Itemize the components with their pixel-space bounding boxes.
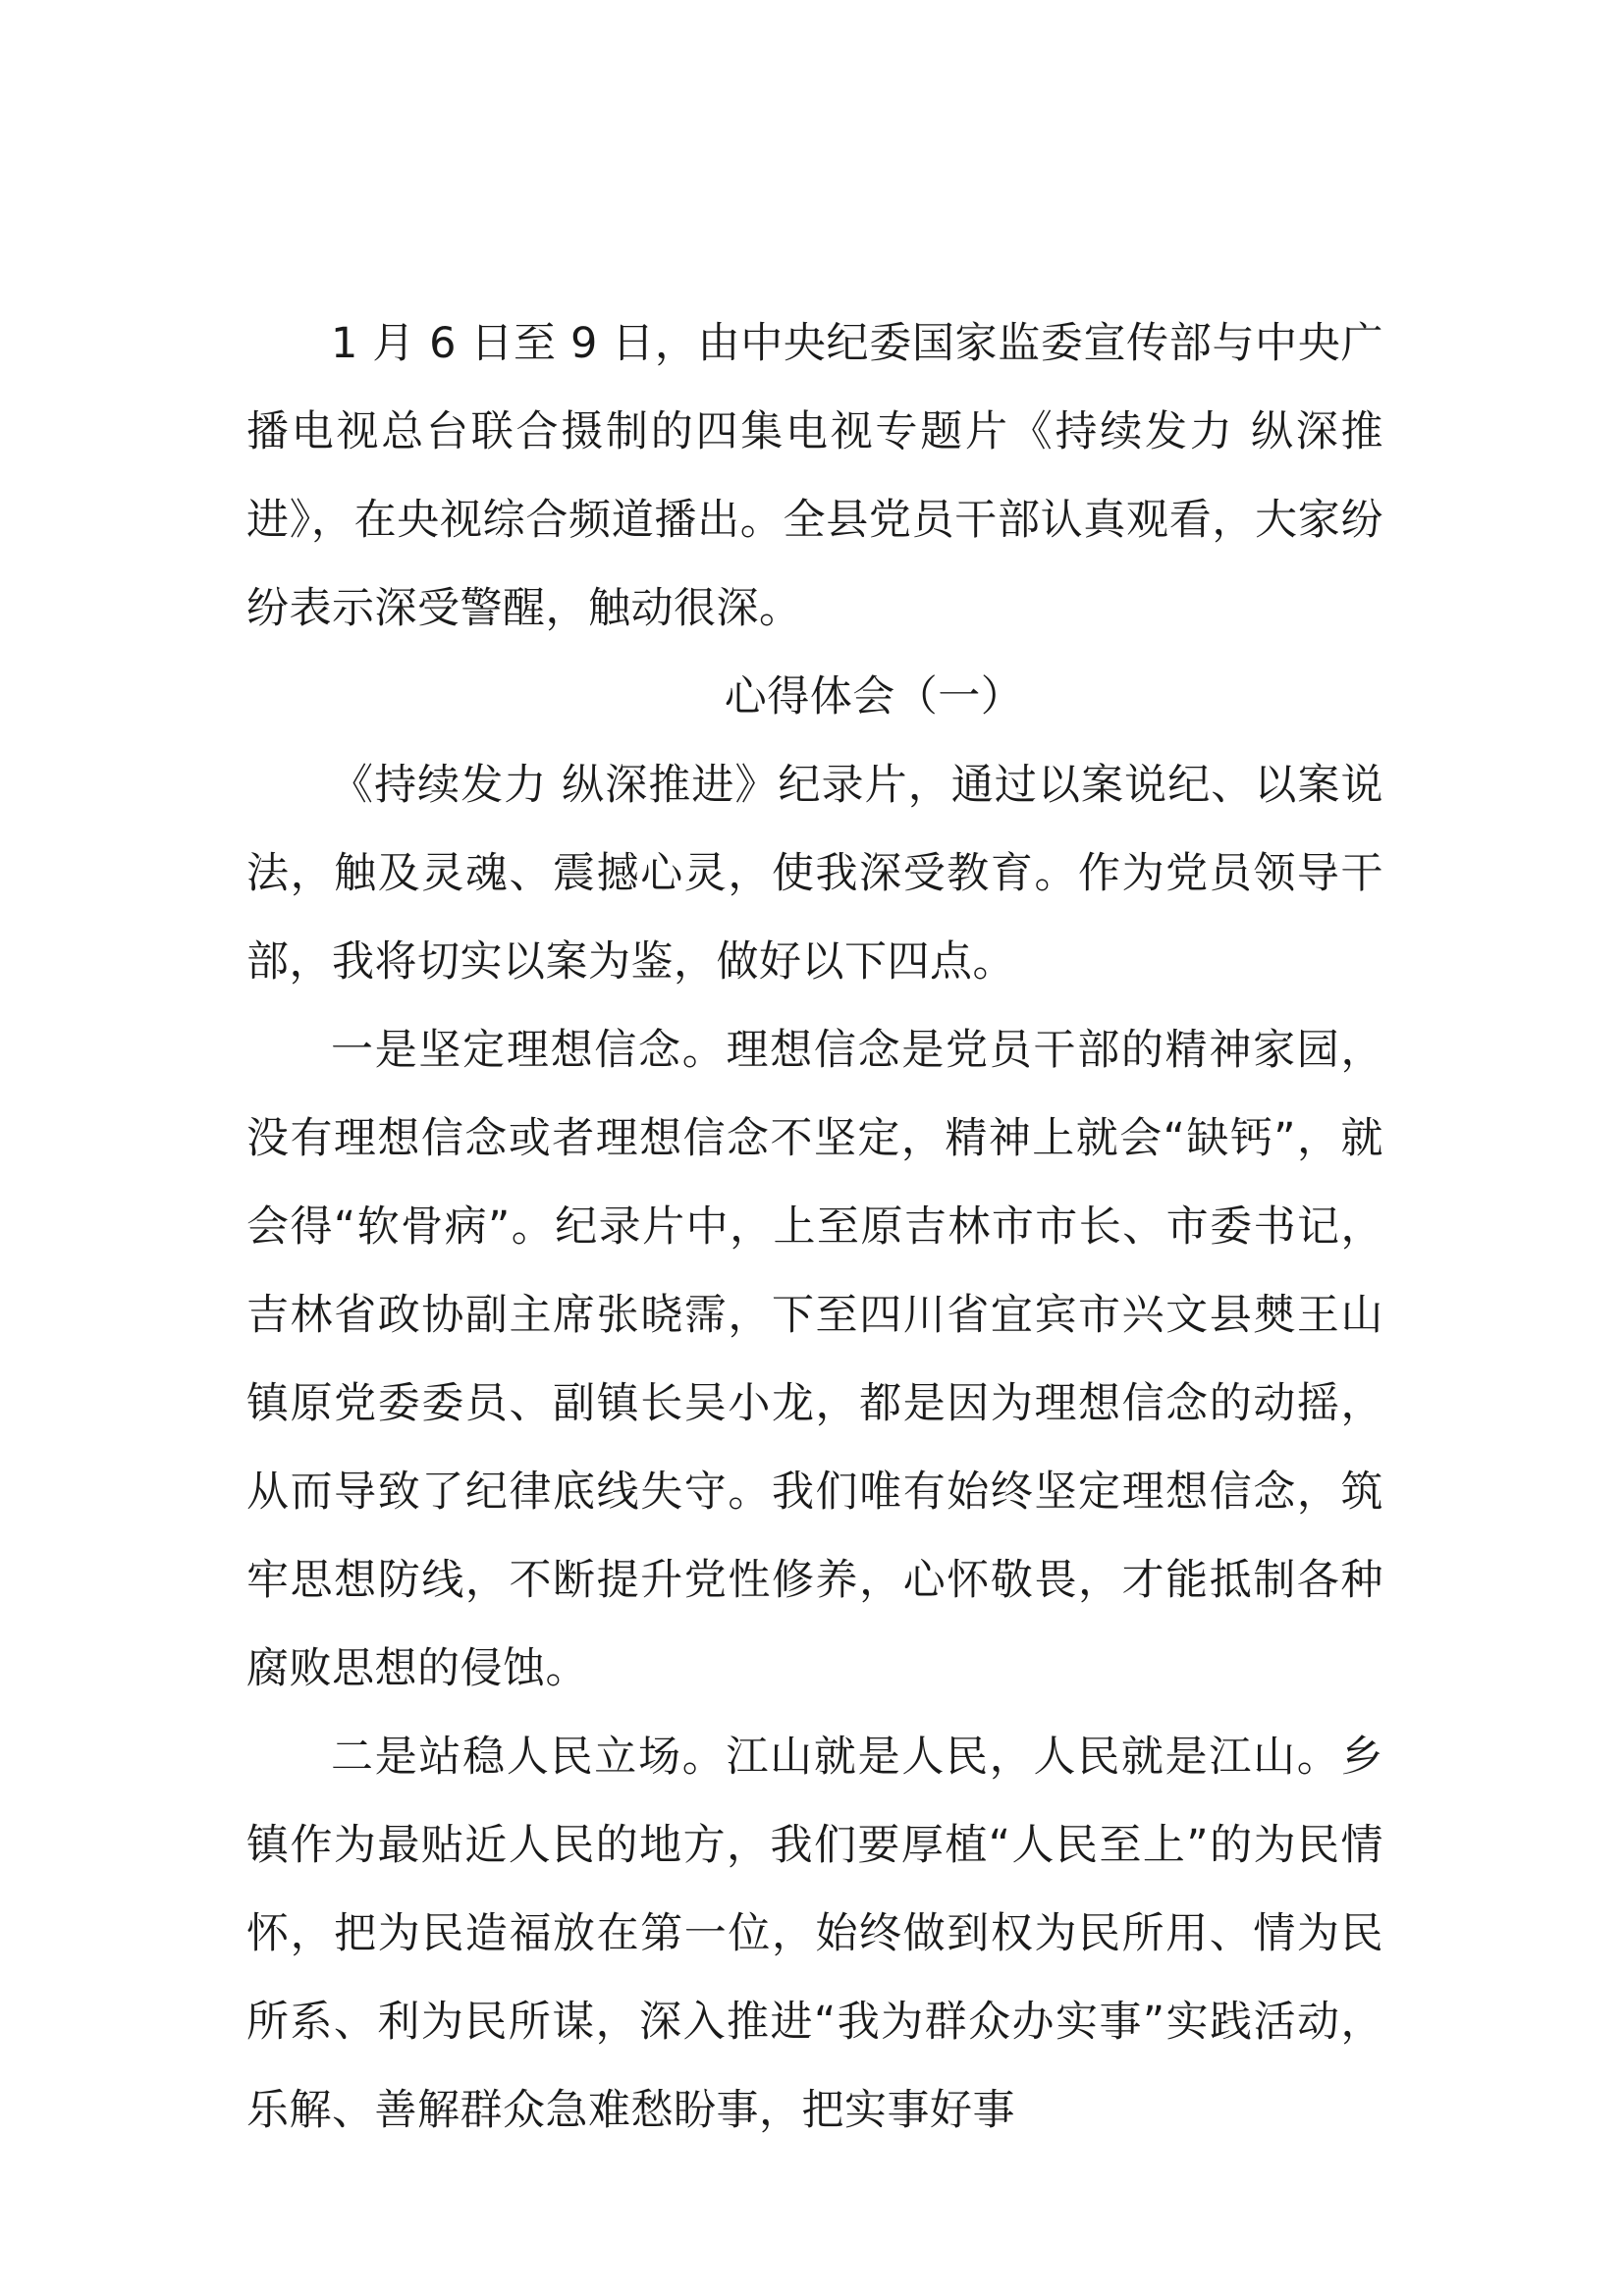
document-body — [246, 299, 1383, 2155]
body-paragraph-1: 《持续发力 纵深推进》纪录片，通过以案说纪、以案说法，触及灵魂、震撼心灵，使我深受教育。作为党员领导干部，我将切实以案为鉴，做好以下四点。 — [246, 761, 1383, 987]
intro-paragraph: 1 月 6 日至 9 日，由中央纪委国家监委宣传部与中央广播电视总台联合摄制的四集电视专题片《持续发力 纵深推进》，在央视综合频道播出。全县党员干部认真观看，大家纷纷表示深受警醒，触动很深。 — [246, 319, 1383, 633]
section-heading: 心得体会（一） — [724, 672, 1024, 721]
body-paragraph-3: 二是站稳人民立场。江山就是人民，人民就是江山。乡镇作为最贴近人民的地方，我们要厚植“人民至上”的为民情怀，把为民造福放在第一位，始终做到权为民所用、情为民所系、利为民所谋，深入推进“我为群众办实事”实践活动，乐解、善解群众急难愁盼事，把实事好事 — [246, 1733, 1383, 2135]
body-paragraph-2: 一是坚定理想信念。理想信念是党员干部的精神家园，没有理想信念或者理想信念不坚定，精神上就会“缺钙”，就会得“软骨病”。纪录片中，上至原吉林市市长、市委书记，吉林省政协副主席张晓霈，下至四川省宜宾市兴文县僰王山镇原党委委员、副镇长吴小龙，都是因为理想信念的动摇，从而导致了纪律底线失守。我们唯有始终坚定理想信念，筑牢思想防线，不断提升党性修养，心怀敬畏，才能抵制各种腐败思想的侵蚀。 — [246, 1026, 1383, 1693]
